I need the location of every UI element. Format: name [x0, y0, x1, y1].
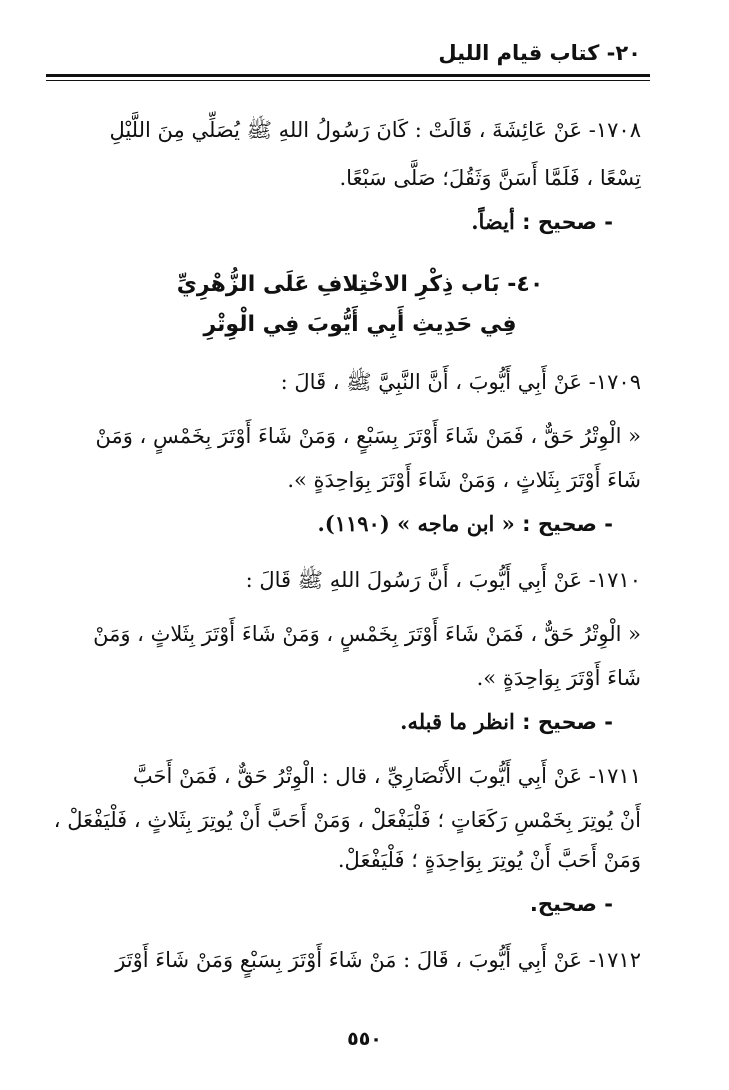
hadith-1709-line-1: ١٧٠٩- عَنْ أَبِي أَيُّوبَ ، أَنَّ النَّبِيَّ ﷺ ، قَالَ :: [280, 370, 641, 394]
running-title: ٢٠- كتاب قيام الليل: [438, 41, 641, 65]
hadith-1711-line-2: أَنْ يُوتِرَ بِخَمْسِ رَكَعَاتٍ ؛ فَلْيَفْعَلْ ، وَمَنْ أَحَبَّ أَنْ يُوتِرَ بِثَلاثٍ ، فَلْيَفْعَلْ ،: [53, 808, 641, 832]
hadith-1710-line-2: « الْوِتْرُ حَقٌّ ، فَمَنْ شَاءَ أَوْتَرَ بِخَمْسٍ ، وَمَنْ شَاءَ أَوْتَرَ بِثَلاثٍ ، وَمَنْ: [93, 622, 641, 646]
hadith-1711-grade: [530, 884, 613, 924]
chapter-title-line-2: فِي حَدِيثِ أَبِي أَيُّوبَ فِي الْوِتْرِ: [203, 312, 517, 337]
grade-label: - صحيح :: [522, 512, 613, 536]
hadith-1709-grade: [317, 504, 613, 544]
hadith-1711-line-1: ١٧١١- عَنْ أَبِي أَيُّوبَ الأَنْصَارِيِّ ، قال : الْوِتْرُ حَقٌّ ، فَمَنْ أَحَبَّ: [132, 764, 641, 788]
hadith-1710-line-1: ١٧١٠- عَنْ أَبِي أَيُّوبَ ، أَنَّ رَسُولَ اللهِ ﷺ قَالَ :: [245, 568, 641, 592]
hadith-1712-line-1: ١٧١٢- عَنْ أَبِي أَيُّوبَ ، قَالَ : مَنْ شَاءَ أَوْتَرَ بِسَبْعٍ وَمَنْ شَاءَ أَوْتَرَ: [115, 948, 641, 972]
hadith-1709-line-3: شَاءَ أَوْتَرَ بِثَلاثٍ ، وَمَنْ شَاءَ أَوْتَرَ بِوَاحِدَةٍ ».: [287, 468, 641, 492]
hadith-1708-line-2: تِسْعًا ، فَلَمَّا أَسَنَّ وَثَقُلَ؛ صَلَّى سَبْعًا.: [339, 166, 641, 190]
hadith-1708-grade: [471, 202, 613, 242]
grade-label: - صحيح.: [529, 892, 613, 916]
hadith-1710-grade: [400, 702, 613, 742]
hadith-1708-line-1: ١٧٠٨- عَنْ عَائِشَةَ ، قَالَتْ : كَانَ رَسُولُ اللهِ ﷺ يُصَلِّي مِنَ اللَّيْلِ: [109, 118, 641, 142]
hadith-1709-line-2: « الْوِتْرُ حَقٌّ ، فَمَنْ شَاءَ أَوْتَرَ بِسَبْعٍ ، وَمَنْ شَاءَ أَوْتَرَ بِخَمْسٍ ، وَمَنْ: [95, 424, 641, 448]
grade-label: - صحيح :: [522, 710, 613, 734]
hadith-1710-line-3: شَاءَ أَوْتَرَ بِوَاحِدَةٍ ».: [476, 666, 641, 690]
grade-text: انظر ما قبله.: [400, 709, 515, 734]
hadith-1711-line-3: وَمَنْ أَحَبَّ أَنْ يُوتِرَ بِوَاحِدَةٍ ؛ فَلْيَفْعَلْ.: [337, 848, 641, 872]
chapter-title-line-1: ٤٠- بَاب ذِكْرِ الاخْتِلافِ عَلَى الزُّهْرِيِّ: [176, 272, 544, 297]
grade-label: - صحيح :: [522, 210, 613, 234]
page-number: ٥٥٠: [347, 1028, 382, 1050]
header-rule-thick: [46, 74, 650, 77]
header-rule-thin: [46, 80, 650, 81]
grade-text: أيضاً.: [471, 209, 515, 234]
grade-text: « ابن ماجه » (١١٩٠).: [317, 511, 515, 536]
